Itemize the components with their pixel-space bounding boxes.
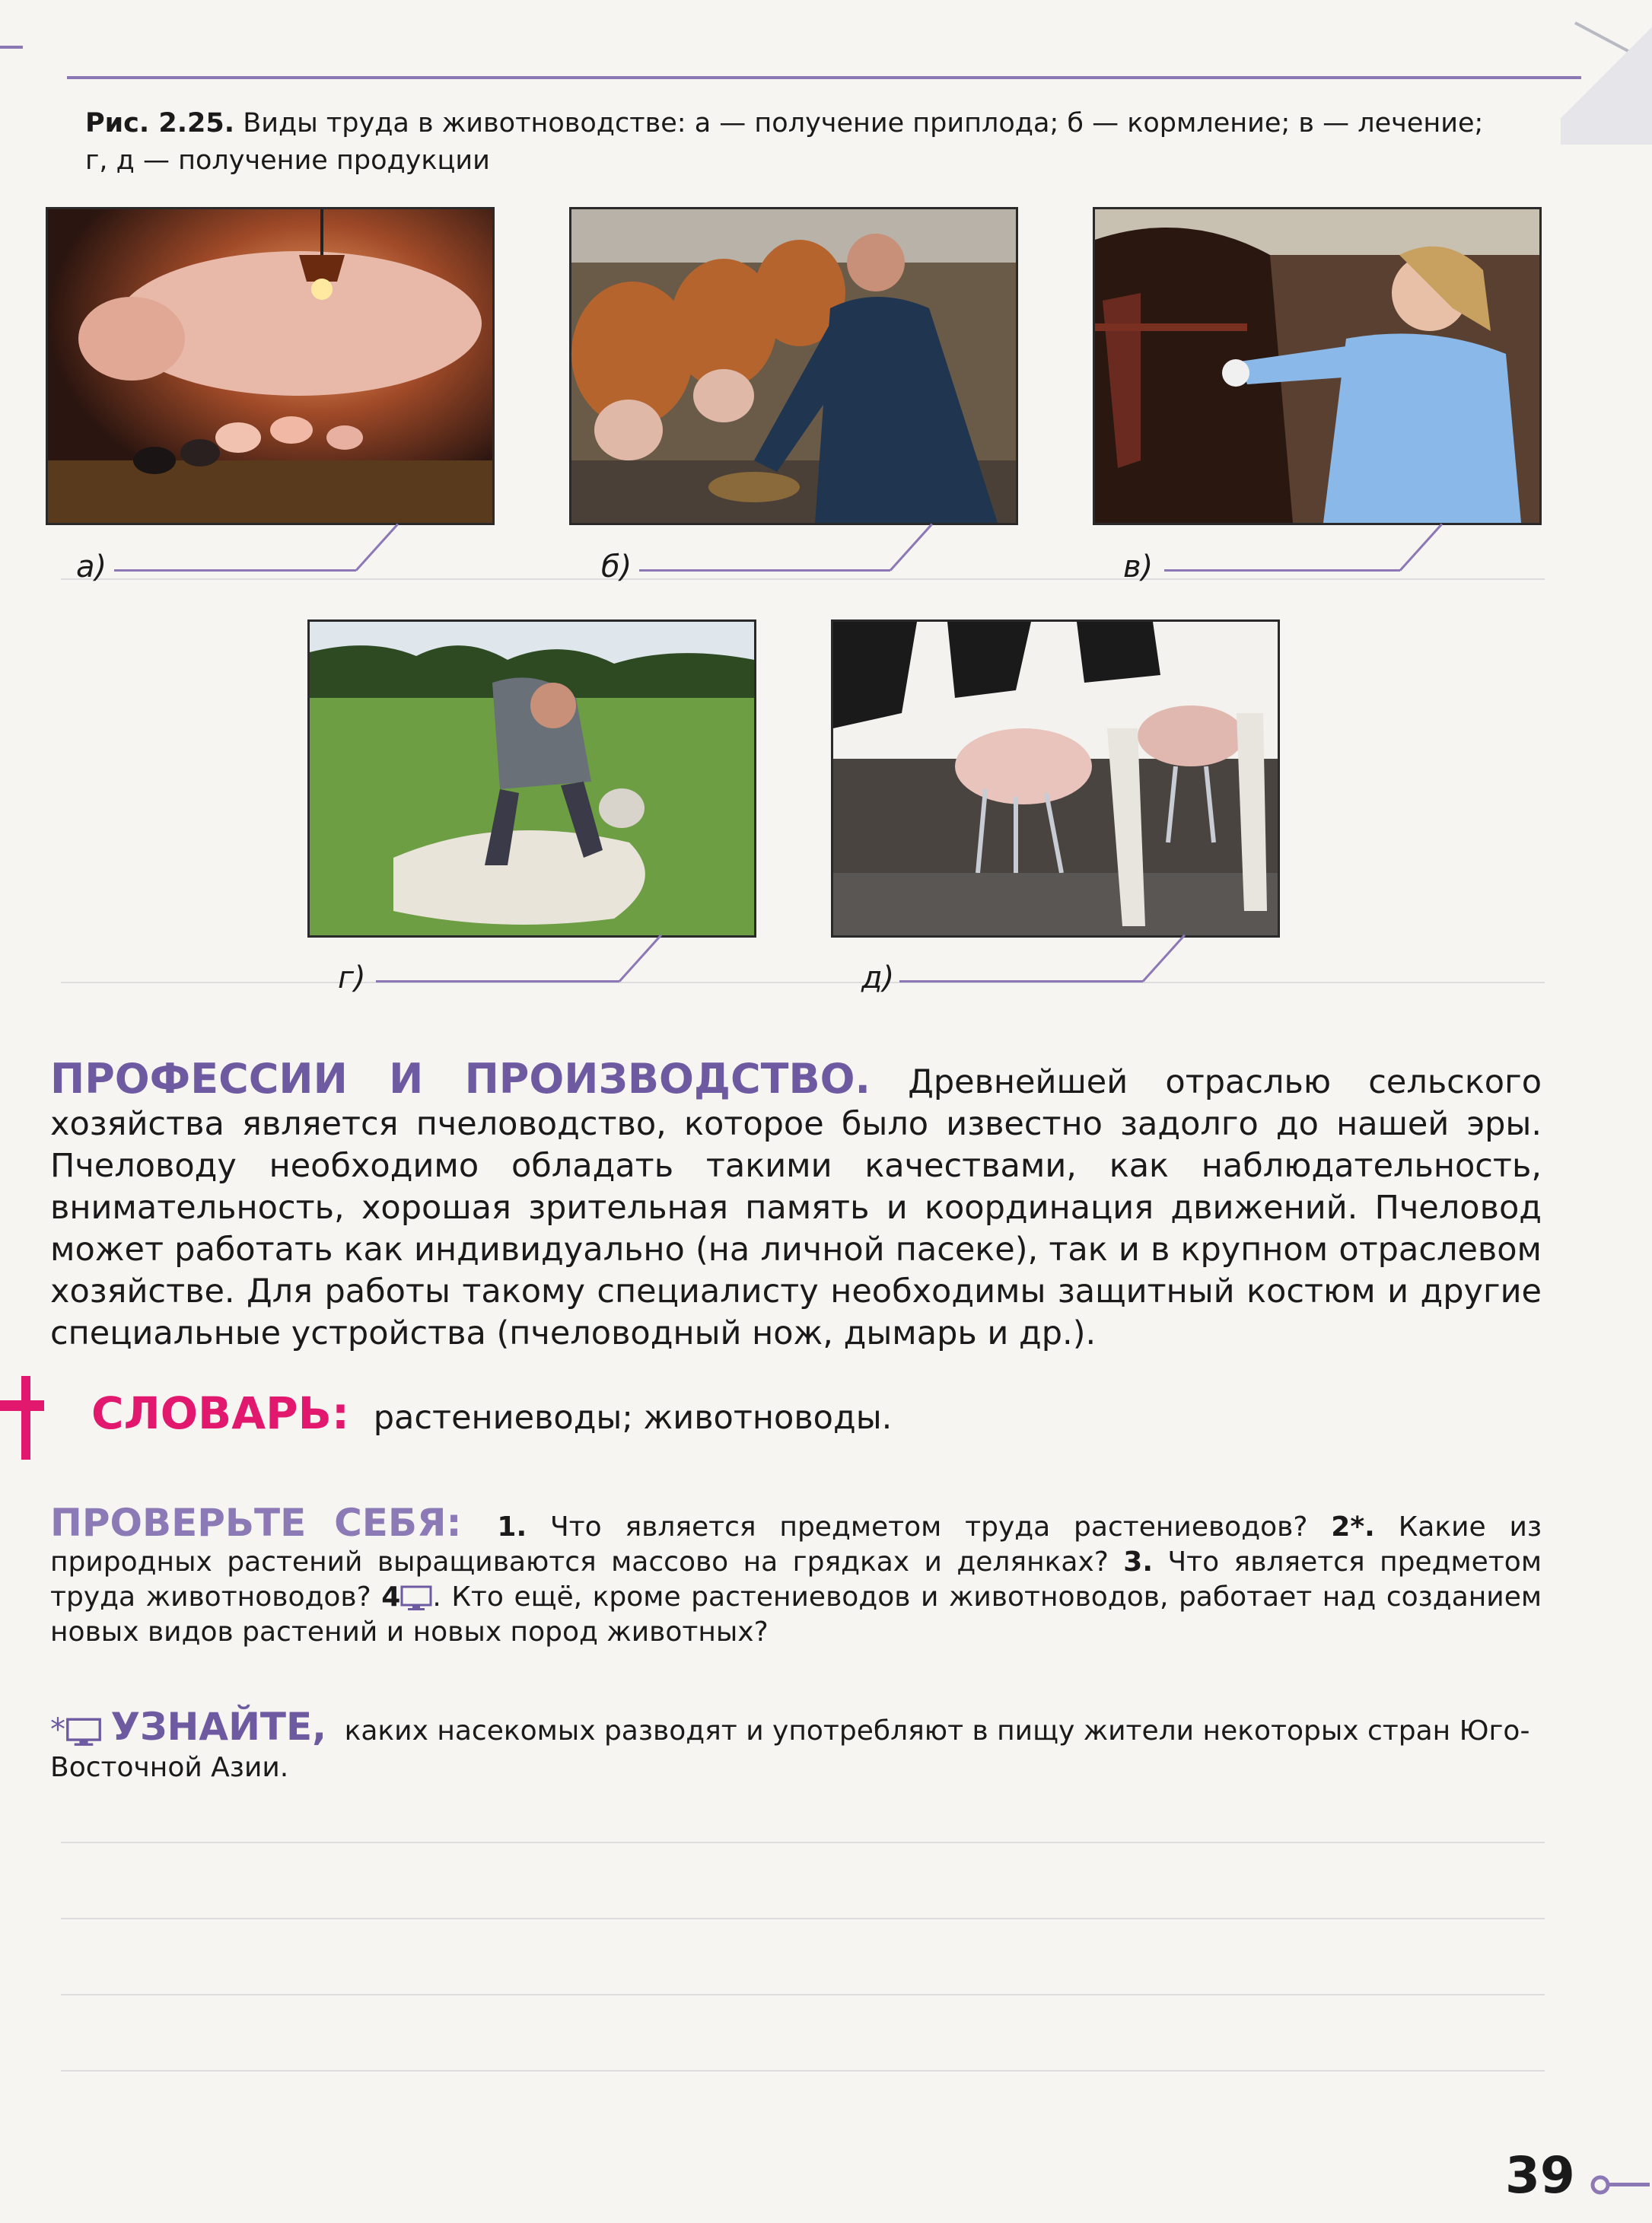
- question-3-number: 3.: [1123, 1546, 1153, 1578]
- page-number: 39: [1505, 2146, 1575, 2205]
- question-4: . Кто ещё, кроме растениеводов и животноводов, работает над созданием новых видов растений и новых пород животных?: [50, 1581, 1542, 1648]
- leader-line: [114, 569, 356, 572]
- computer-icon: [400, 1585, 432, 1611]
- leader-line: [355, 524, 399, 572]
- ghost-line: [61, 1918, 1545, 1919]
- figure-caption: [85, 105, 1539, 180]
- check-heading: ПРОВЕРЬТЕ СЕБЯ:: [50, 1501, 462, 1545]
- photo-feeding-cows: [569, 207, 1018, 525]
- figure-label: Рис. 2.25.: [85, 108, 235, 139]
- photo-label-a: а): [76, 549, 107, 584]
- photo-label-b: б): [601, 549, 632, 584]
- question-4-number: 4: [381, 1581, 401, 1613]
- dictionary-text: растениеводы; животноводы.: [373, 1399, 893, 1437]
- photo-milking-cows: [831, 619, 1280, 938]
- page-fold: [1561, 0, 1652, 145]
- leader-line: [1164, 569, 1400, 572]
- ghost-line: [61, 578, 1545, 580]
- professions-heading: ПРОФЕССИИ И ПРОИЗВОДСТВО.: [50, 1055, 871, 1103]
- page-marker-icon: [1589, 2174, 1650, 2196]
- frame-line-left: [0, 46, 23, 49]
- question-1: Что является предметом труда растениеводов?: [549, 1511, 1308, 1543]
- photo-sheep-shearing: [307, 619, 756, 938]
- ghost-line: [61, 2070, 1545, 2072]
- leader-line: [639, 569, 890, 572]
- dictionary-heading: СЛОВАРЬ:: [91, 1387, 350, 1439]
- learn-section: [50, 1705, 1542, 1786]
- photo-label-v: в): [1123, 549, 1154, 584]
- photo-label-d: д): [861, 960, 895, 995]
- check-yourself-section: [50, 1501, 1542, 1650]
- photo-label-g: г): [338, 960, 366, 995]
- professions-text: Древнейшей отраслью сельского хозяйства является пчеловодство, которое было известно задолго до нашей эры. Пчеловоду необходимо обладать такими качествами, как наблюдательность, внимательность, хорошая зрительная память и координация движений. Пчеловод может работать как индивидуально (на личной пасеке), так и в крупном отраслевом хозяйстве. Для работы такому специалисту необходимы защитный костюм и другие специальные устройства (пчеловодный нож, дымарь и др.).: [50, 1063, 1542, 1352]
- learn-text: каких насекомых разводят и употребляют в пищу жители некоторых стран Юго-Восточной Азии.: [50, 1715, 1530, 1783]
- question-2-number: 2*.: [1331, 1511, 1375, 1543]
- question-3: Что является предметом труда животноводов?: [50, 1546, 1542, 1613]
- frame-line-top: [67, 76, 1581, 79]
- caption-line-1: Виды труда в животноводстве: а — получение приплода; б — кормление; в — лечение;: [243, 108, 1484, 139]
- dictionary-section: [91, 1387, 892, 1439]
- leader-line: [1142, 935, 1186, 983]
- asterisk: *: [50, 1712, 65, 1747]
- bookmark-marker-icon: [0, 1361, 44, 1467]
- leader-line: [899, 980, 1143, 983]
- leader-line: [890, 524, 933, 572]
- ghost-line: [61, 1994, 1545, 1995]
- photo-pig-piglets: [46, 207, 495, 525]
- photo-vet-horse: [1093, 207, 1542, 525]
- leader-line: [1399, 524, 1443, 572]
- ghost-line: [61, 1842, 1545, 1843]
- leader-line: [619, 935, 662, 983]
- professions-section: [50, 1055, 1542, 1355]
- computer-icon: [65, 1718, 102, 1747]
- caption-line-2: г, д — получение продукции: [85, 145, 490, 176]
- question-2: Какие из природных растений выращиваются массово на грядках и делянках?: [50, 1511, 1542, 1578]
- learn-heading: УЗНАЙТЕ,: [110, 1705, 327, 1749]
- ghost-line: [61, 982, 1545, 983]
- leader-line: [376, 980, 619, 983]
- question-1-number: 1.: [497, 1511, 527, 1543]
